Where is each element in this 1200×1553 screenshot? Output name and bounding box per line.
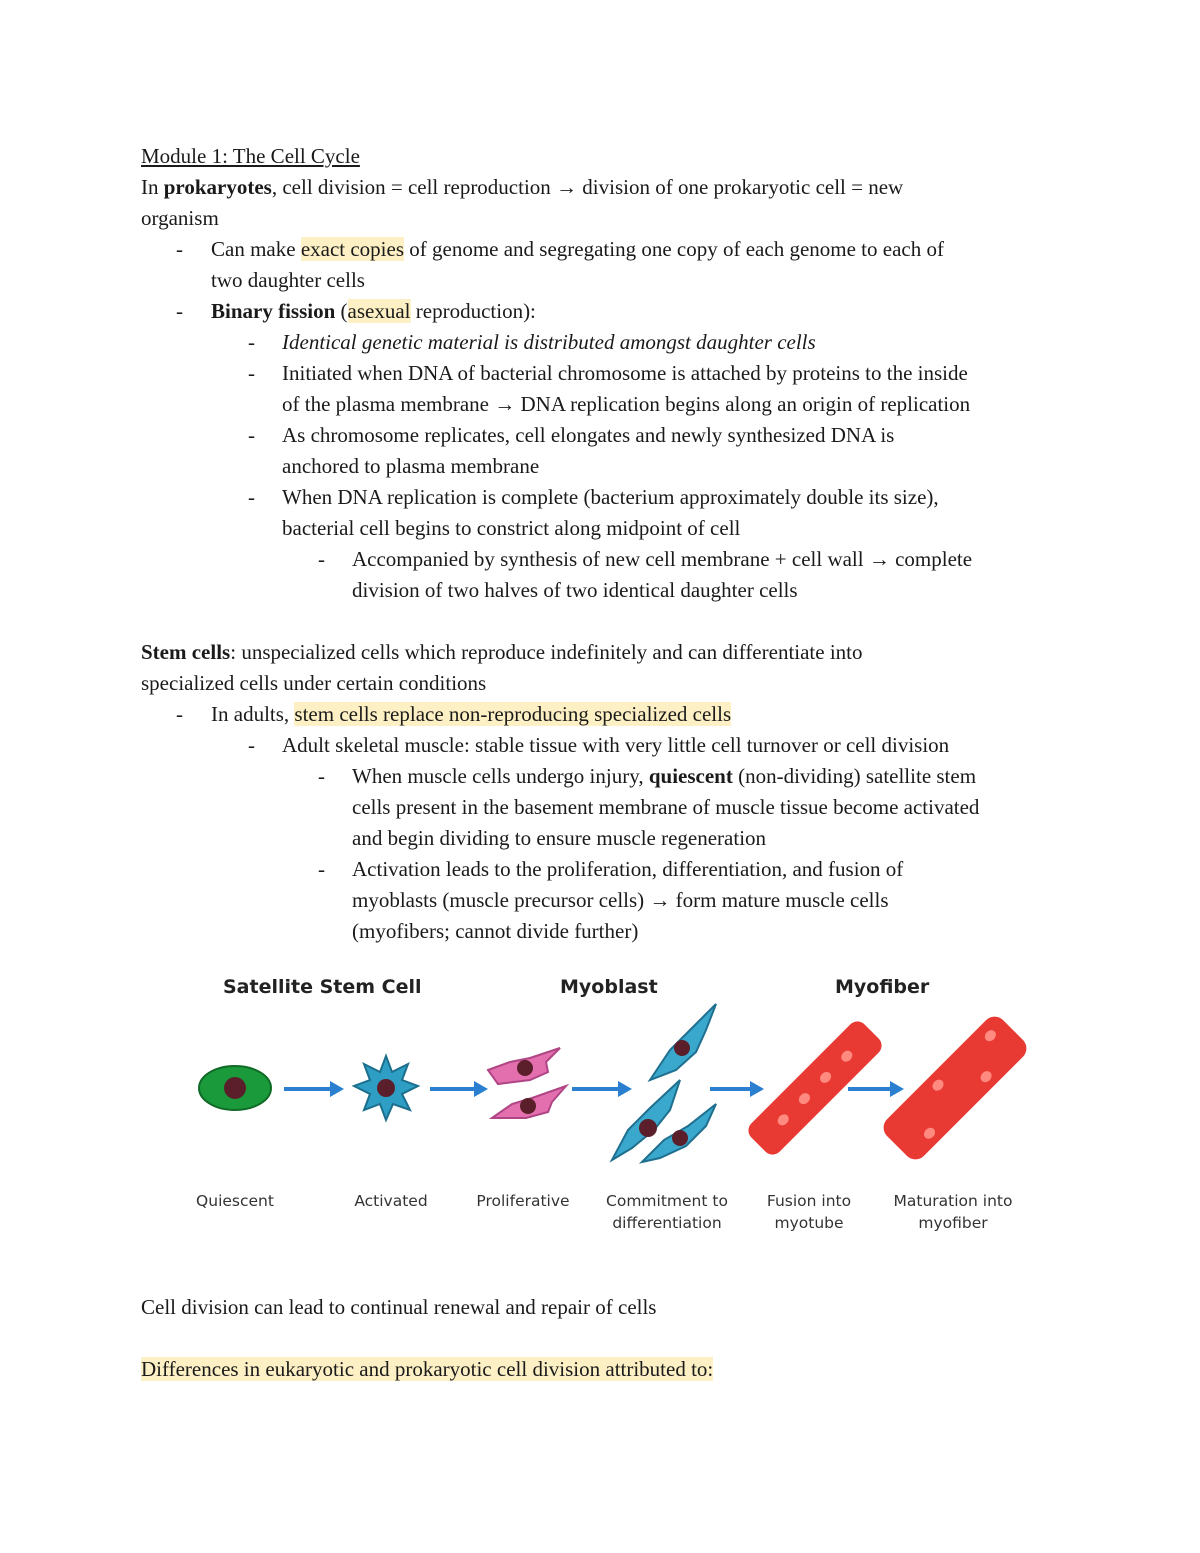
intro-rest: , cell division = cell reproduction → division of one prokaryotic cell = new [271,175,904,199]
adults-pre: In adults, [211,702,295,726]
label-maturation [878,1190,1028,1234]
bullet2-open: ( [335,299,348,323]
label-quiescent: Quiescent [196,1192,274,1210]
prokaryotes-intro-cont: organism [141,206,219,230]
figure-title-satellite: Satellite Stem Cell [223,976,422,998]
sub-replicates-cont: anchored to plasma membrane [282,454,540,478]
subsub-activation: Activation leads to the proliferation, differentiation, and fusion of [352,857,904,881]
sub-replicates: As chromosome replicates, cell elongates and newly synthesized DNA is [282,423,895,447]
figure-title-myoblast: Myoblast [560,976,658,998]
arrow-icon [430,1081,488,1097]
sub-complete: When DNA replication is complete (bacterium approximately double its size), [282,485,939,509]
stem-cells-definition [141,637,863,668]
label-proliferative: Proliferative [476,1192,570,1210]
arrow-icon [284,1081,344,1097]
arrow-icon [710,1081,764,1097]
binary-fission-term: Binary fission [211,299,336,323]
label-fusion [734,1190,884,1234]
bullet2-post: reproduction): [410,299,536,323]
injury-post: (non-dividing) satellite stem [732,764,977,788]
module-title: Module 1: The Cell Cycle [141,144,360,168]
label-commitment-line2: differentiation [612,1214,722,1232]
bullet-dash: - [176,237,183,261]
label-maturation-line1: Maturation into [893,1192,1013,1210]
bullet1-post: of genome and segregating one copy of each genome to each of [404,237,944,261]
sub-skeletal-muscle: Adult skeletal muscle: stable tissue with very little cell turnover or cell division [282,733,950,757]
stem-cells-term: Stem cells [141,640,231,664]
subsub-accompanied: Accompanied by synthesis of new cell membrane + cell wall → complete [352,547,973,571]
stem-rest: : unspecialized cells which reproduce indefinitely and can differentiate into [230,640,863,664]
bullet-dash: - [248,330,255,354]
highlight-differences: Differences in eukaryotic and prokaryotic cell division attributed to: [141,1357,714,1381]
figure-title-myofiber: Myofiber [835,976,930,998]
label-fusion-line2: myotube [774,1214,844,1232]
muscle-regeneration-figure [180,962,1040,1242]
arrow-icon [848,1081,904,1097]
arrow-icon [572,1081,632,1097]
subsub-activation-cont2: (myofibers; cannot divide further) [352,919,639,943]
figure-illustration [180,1000,1040,1210]
highlight-stem-cells-replace: stem cells replace non-reproducing specialized cells [294,702,732,726]
bullet-dash: - [248,423,255,447]
bullet-exact-copies [211,234,944,265]
sub-initiated-cont: of the plasma membrane → DNA replication begins along an origin of replication [282,392,971,416]
sub-complete-cont: bacterial cell begins to constrict along midpoint of cell [282,516,741,540]
subsub-accompanied-cont: division of two halves of two identical daughter cells [352,578,798,602]
differences-heading [141,1354,713,1385]
quiescent-cell-icon [199,1066,271,1110]
label-activated: Activated [354,1192,428,1210]
prokaryotes-intro [141,172,903,203]
bullet-in-adults [211,699,731,730]
intro-prefix: In [141,175,164,199]
renewal-statement: Cell division can lead to continual renewal and repair of cells [141,1295,657,1319]
injury-pre: When muscle cells undergo injury, [352,764,649,788]
subsub-injury [352,761,976,792]
sub-identical [282,327,816,358]
bullet-dash: - [176,299,183,323]
bullet-dash: - [176,702,183,726]
bullet-exact-copies-cont: two daughter cells [211,268,365,292]
subsub-injury-cont2: and begin dividing to ensure muscle regeneration [352,826,767,850]
bullet-dash: - [248,733,255,757]
label-fusion-line1: Fusion into [766,1192,852,1210]
bullet-dash: - [248,361,255,385]
quiescent-term: quiescent [648,764,733,788]
subsub-activation-cont1: myoblasts (muscle precursor cells) → form mature muscle cells [352,888,889,912]
intro-bold-term: prokaryotes [163,175,272,199]
sub-identical-text: Identical genetic material is distributed amongst daughter cells [282,330,816,354]
bullet-dash: - [248,485,255,509]
proliferative-cells-icon [488,1048,566,1118]
activated-cell-icon [354,1056,418,1120]
stem-cells-definition-cont: specialized cells under certain conditions [141,671,487,695]
bullet-dash: - [318,764,325,788]
bullet1-pre: Can make [211,237,301,261]
bullet-binary-fission [211,296,536,327]
bullet-dash: - [318,857,325,881]
sub-initiated: Initiated when DNA of bacterial chromosome is attached by proteins to the inside [282,361,968,385]
label-commitment [592,1190,742,1234]
committed-myoblasts-icon [612,1004,716,1162]
highlight-exact-copies: exact copies [300,237,405,261]
bullet-dash: - [318,547,325,571]
highlight-asexual: asexual [347,299,411,323]
subsub-injury-cont1: cells present in the basement membrane of muscle tissue become activated [352,795,980,819]
label-commitment-line1: Commitment to [606,1192,728,1210]
label-maturation-line2: myofiber [918,1214,988,1232]
